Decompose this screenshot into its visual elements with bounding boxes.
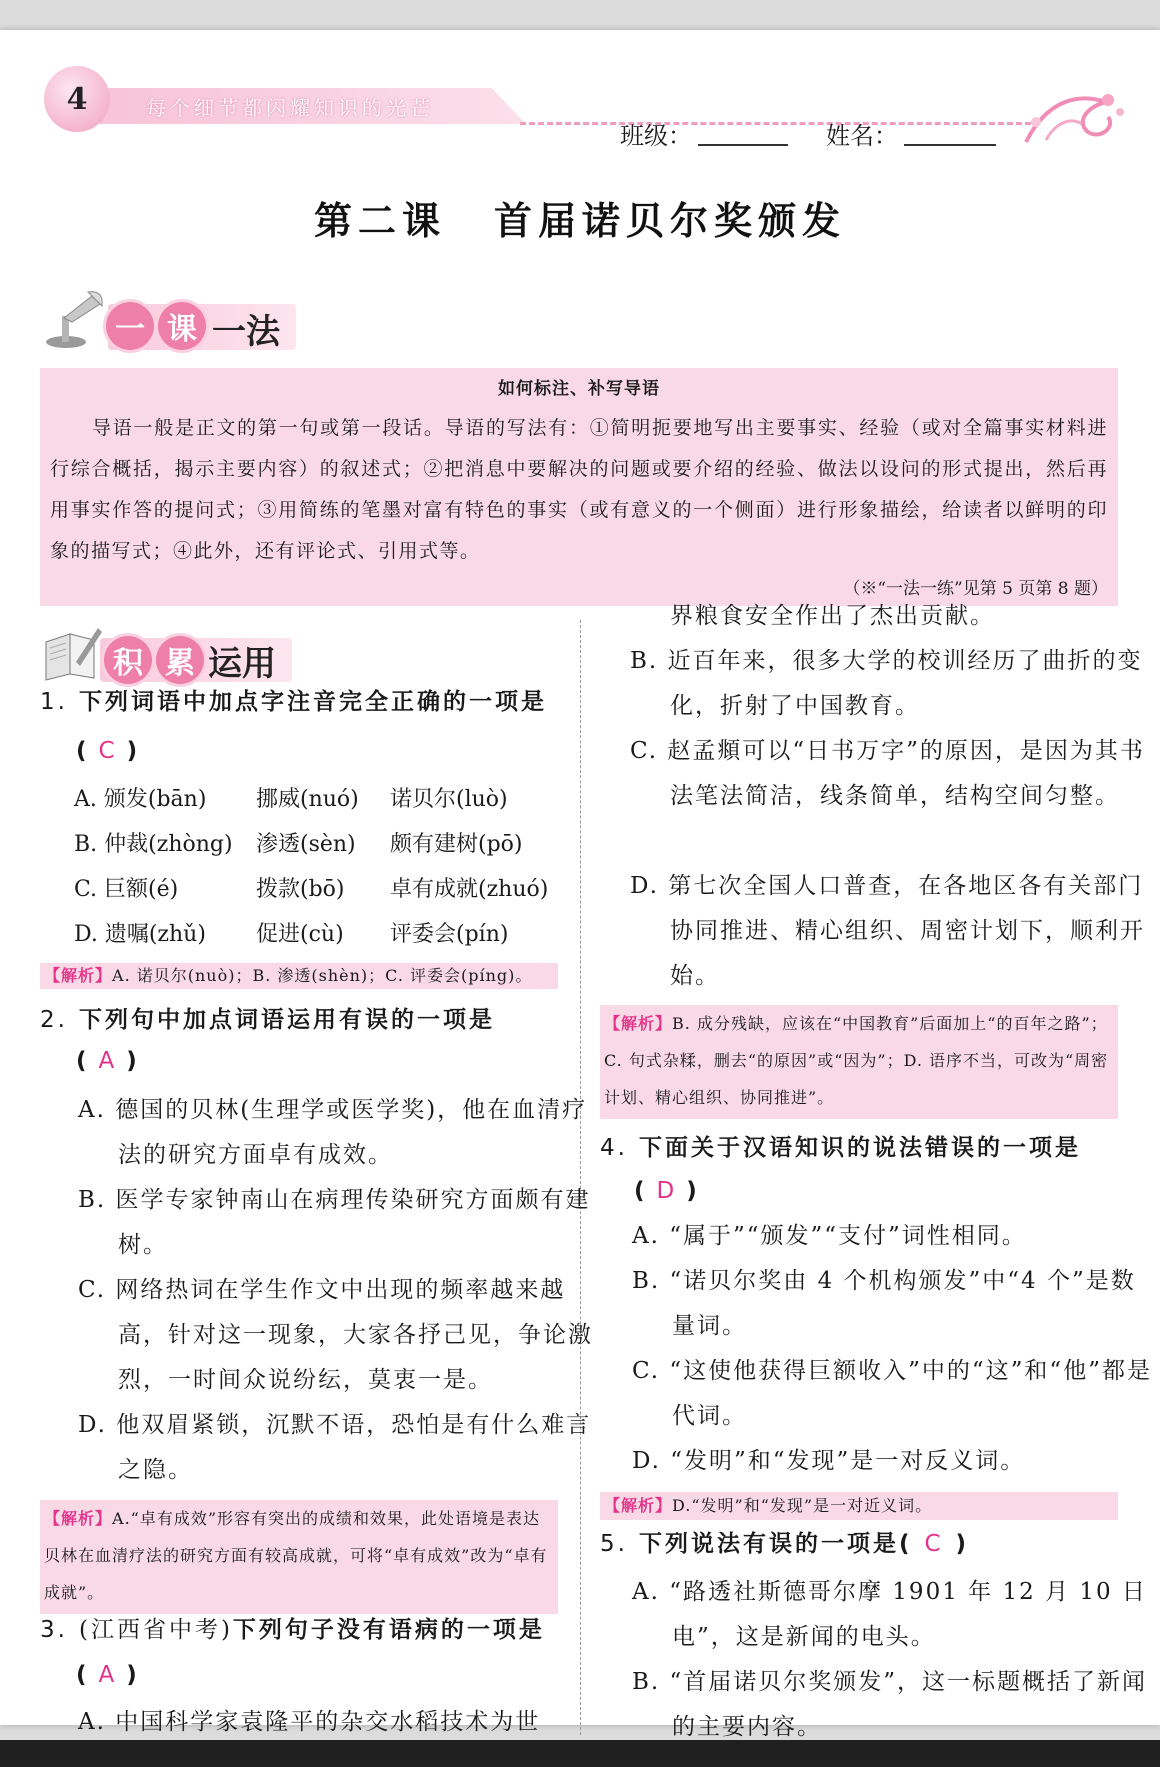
method-body: 导语一般是正文的第一句或第一段话。导语的写法有：①简明扼要地写出主要事实、经验（或对全篇事实材料进行综合概括，揭示主要内容）的叙述式；②把消息中要解决的问题或要介绍的经验、做法以设问的形式提出，然后再用事实作答的提问式；③用简练的笔墨对富有特色的事实（或有意义的一个侧面）进行形象描绘，给读者以鲜明的印象的描写式；④此外，还有评论式、引用式等。 — [50, 417, 1108, 562]
question-4-answer: ( D ) — [634, 1178, 697, 1204]
question-1-stem: 1. 下列词语中加点字注音完全正确的一项是 — [40, 689, 547, 715]
q2-option-b: B. 医学专家钟南山在病理传染研究方面颇有建树。 — [78, 1187, 591, 1258]
q3-option-a-line2: 界粮食安全作出了杰出贡献。 — [670, 603, 995, 629]
desk-lamp-icon — [40, 288, 106, 350]
q1-option-a-3: 诺贝尔(luò) — [390, 787, 508, 812]
banner-text-yunyong: 运用 — [208, 644, 276, 684]
q5-option-a: A. “路透社斯德哥尔摩 1901 年 12 月 10 日电”，这是新闻的电头。 — [632, 1579, 1147, 1650]
q1-analysis: 【解析】A. 诺贝尔(nuò)；B. 渗透(shèn)；C. 评委会(píng)。 — [40, 963, 558, 989]
bottom-bar — [0, 1740, 1160, 1767]
q1-option-d-1: D. 遗嘱(zhǔ) — [74, 922, 206, 947]
q4-option-c: C. “这使他获得巨额收入”中的“这”和“他”都是代词。 — [632, 1358, 1152, 1429]
q5-option-b: B. “首届诺贝尔奖颁发”，这一标题概括了新闻的主要内容。 — [632, 1669, 1148, 1740]
q1-option-c-1: C. 巨额(é) — [74, 877, 179, 902]
q4-option-a: A. “属于”“颁发”“支付”词性相同。 — [632, 1223, 1027, 1249]
name-field — [904, 144, 996, 146]
question-3-answer: ( A ) — [76, 1662, 137, 1688]
q2-option-d: D. 他双眉紧锁，沉默不语，恐怕是有什么难言之隐。 — [78, 1412, 592, 1483]
banner-char-yi: 一 — [106, 302, 154, 350]
q1-option-c-3: 卓有成就(zhuó) — [390, 877, 549, 902]
q1-option-b-1: B. 仲裁(zhòng) — [74, 832, 233, 857]
question-3-stem: 3. (江西省中考)下列句子没有语病的一项是 — [40, 1617, 545, 1643]
book-pen-icon — [40, 622, 102, 682]
banner-char-ji: 积 — [104, 636, 152, 684]
question-4-stem: 4. 下面关于汉语知识的说法错误的一项是 — [600, 1135, 1081, 1161]
lesson-title: 第二课 首届诺贝尔奖颁发 — [313, 198, 847, 243]
floral-ornament-icon — [1016, 82, 1126, 152]
q1-option-a-1: A. 颁发(bān) — [74, 787, 207, 812]
name-label: 姓名： — [826, 122, 898, 150]
q3-analysis: 【解析】B. 成分残缺，应该在“中国教育”后面加上“的百年之路”；C. 句式杂糅，删去“的原因”或“因为”；D. 语序不当，可改为“周密计划、精心组织、协同推进”。 — [600, 1005, 1118, 1119]
banner-text-yifa: 一法 — [212, 312, 280, 352]
q4-option-d: D. “发明”和“发现”是一对反义词。 — [632, 1448, 1026, 1474]
method-heading: 如何标注、补写导语 — [498, 379, 660, 399]
question-5-stem: 5. 下列说法有误的一项是( C ) — [600, 1531, 970, 1557]
header-dash-line — [520, 122, 1040, 125]
question-2-answer: ( A ) — [76, 1048, 137, 1074]
q1-option-a-2: 挪威(nuó) — [256, 787, 359, 812]
q2-option-c: C. 网络热词在学生作文中出现的频率越来越高，针对这一现象，大家各抒己见，争论激烈，一时间众说纷纭，莫衷一是。 — [78, 1277, 593, 1393]
class-field — [698, 144, 788, 146]
q2-option-a: A. 德国的贝林(生理学或医学奖)，他在血清疗法的研究方面卓有成效。 — [78, 1097, 588, 1168]
question-1-answer: ( C ) — [76, 738, 138, 764]
q3-option-b: B. 近百年来，很多大学的校训经历了曲折的变化，折射了中国教育。 — [630, 648, 1143, 719]
q3-option-a-line1: A. 中国科学家袁隆平的杂交水稻技术为世 — [78, 1709, 541, 1735]
q1-option-b-2: 渗透(sèn) — [256, 832, 356, 857]
q3-option-c: C. 赵孟頫可以“日书万字”的原因，是因为其书法笔法简洁，线条简单，结构空间匀整。 — [630, 738, 1145, 809]
page-number: 4 — [44, 66, 110, 132]
page-motto: 每个细节都闪耀知识的光芒 — [146, 96, 434, 120]
q3-option-d: D. 第七次全国人口普查，在各地区各有关部门协同推进、精心组织、周密计划下，顺利开始。 — [630, 873, 1145, 989]
method-note: （※“一法一练”见第 5 页第 8 题） — [843, 579, 1108, 599]
q1-option-d-2: 促进(cù) — [256, 922, 344, 947]
q4-option-b: B. “诺贝尔奖由 4 个机构颁发”中“4 个”是数量词。 — [632, 1268, 1136, 1339]
method-box — [40, 368, 1118, 606]
question-2-stem: 2. 下列句中加点词语运用有误的一项是 — [40, 1007, 495, 1033]
banner-char-lei: 累 — [156, 636, 204, 684]
page — [0, 30, 1160, 1740]
q2-analysis: 【解析】A.“卓有成效”形容有突出的成绩和效果，此处语境是表达贝林在血清疗法的研究方面有较高成就，可将“卓有成效”改为“卓有成就”。 — [40, 1500, 558, 1614]
class-label: 班级： — [620, 122, 692, 150]
banner-char-ke: 课 — [158, 302, 206, 350]
q1-option-d-3: 评委会(pín) — [390, 922, 509, 947]
q1-option-b-3: 颇有建树(pō) — [390, 832, 523, 857]
q4-analysis: 【解析】D.“发明”和“发现”是一对近义词。 — [600, 1492, 1118, 1520]
q1-option-c-2: 拨款(bō) — [256, 877, 345, 902]
